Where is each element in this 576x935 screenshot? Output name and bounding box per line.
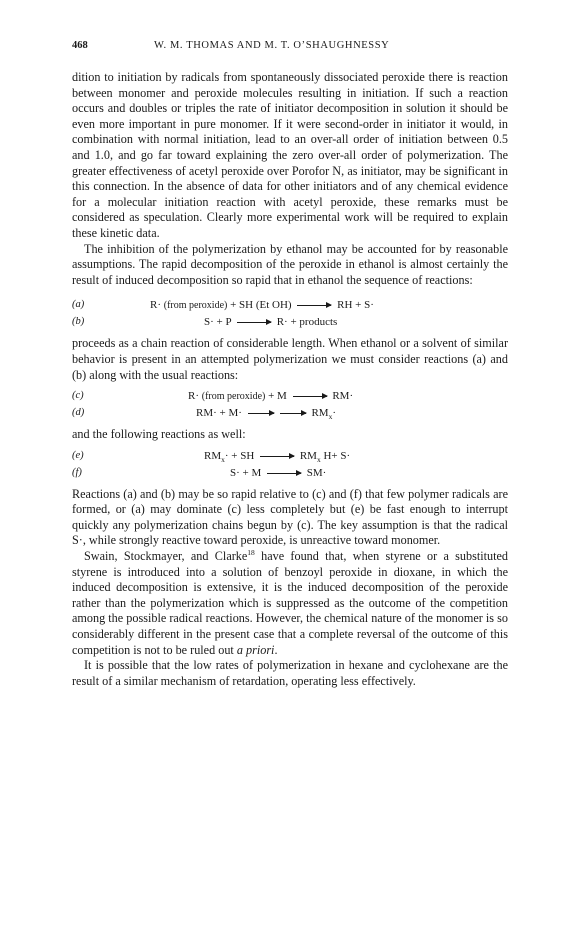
reaction-equation: $RM\cdot + M\cdot RM_x\cdot$ xyxy=(196,407,336,422)
reaction-equation: R· (from peroxide) + M RM· xyxy=(188,390,354,403)
reaction-equation: $RM_x\cdot$ + SH $RM_x$ H+ S· xyxy=(204,449,351,464)
paragraph-2: The inhibition of the polymerization by ethanol may be accounted for by reasonable assumptions. The rapid decomposition of the peroxide in ethanol is almost certainly the result of induced decomposition so rapid that in ethanol the sequence of reactions: xyxy=(72,241,508,287)
reaction-label: (a) xyxy=(72,299,85,311)
arrow-icon xyxy=(280,413,306,414)
reaction-label: (b) xyxy=(72,316,85,328)
paragraph-3: proceeds as a chain reaction of considerable length. When ethanol or a solvent of similar behavior is present in an attempted polymerization we must consider reactions (a) and (b) along with the usual reactions: xyxy=(72,336,508,382)
running-title: W. M. THOMAS AND M. T. O’SHAUGHNESSY xyxy=(154,40,390,51)
arrow-icon xyxy=(237,322,271,323)
page-header xyxy=(72,40,508,62)
reaction-e xyxy=(72,448,508,465)
reaction-label: (c) xyxy=(72,390,84,402)
arrow-icon xyxy=(297,305,331,306)
paragraph-7: It is possible that the low rates of polymerization in hexane and cyclohexane are the result of a similar mechanism of retardation, operating less effectively. xyxy=(72,658,508,688)
arrow-icon xyxy=(293,396,327,397)
reaction-a xyxy=(72,297,508,314)
reaction-c xyxy=(72,388,508,405)
reaction-equation: S· + P R· + products xyxy=(204,316,338,329)
page-number: 468 xyxy=(72,40,88,51)
arrow-icon xyxy=(248,413,274,414)
arrow-icon xyxy=(260,456,294,457)
reaction-label: (e) xyxy=(72,449,84,461)
reaction-label: (f) xyxy=(72,466,82,478)
reaction-equation: S· + M SM· xyxy=(230,466,327,479)
paragraph-6: Swain, Stockmayer, and Clarke$^{18}$ have found that, when styrene or a substituted styrene is introduced into a solution of benzoyl peroxide in dioxane, in which the induced decomposition is extensive, it is the induced decomposition of the peroxide rather than the polymerization which is suppressed as the outcome of the competition among the possible radical reactions. However, the chemical nature of the monomer is so considerably different in the present case that a complete reversal of the outcome of this competition is not to be ruled out a priori. xyxy=(72,548,508,657)
arrow-icon xyxy=(267,473,301,474)
reaction-f xyxy=(72,465,508,482)
reaction-equation: R· (from peroxide) + SH (Et OH) RH + S· xyxy=(150,299,374,312)
reaction-label: (d) xyxy=(72,407,85,419)
citation-ref: 18 xyxy=(247,548,255,557)
paragraph-1: dition to initiation by radicals from spontaneously dissociated peroxide there is reaction between monomer and peroxide molecules resulting in initiation. If such a reaction occurs and doubles or triples the rate of initiator decomposition in solution it should be even more important in pure monomer. If it were second-order in initiator it would, in combination with normal initiation, lead to an over-all order of initiation between 0.5 and 1.0, and go far toward explaining the zero over-all order of polymerization. The greater effectiveness of acetyl peroxide over Porofor N, as initiator, may be significant in this connection. In the absence of data for other initiators and of any chemical evidence for a molecular initiation reaction with acetyl peroxide, these remarks must be considered as speculation. Clearly more experimental work will be required to explain these kinetic data. xyxy=(72,70,508,240)
reaction-d xyxy=(72,405,508,422)
paragraph-5: Reactions (a) and (b) may be so rapid relative to (c) and (f) that few polymer radicals are formed, or (a) may dominate (c) less completely but (e) be fast enough to interrupt quickly any polymerization chains begun by (c). The key assumption is that the radical S·, while strongly reactive toward peroxide, is unreactive toward monomer. xyxy=(72,486,508,548)
page xyxy=(72,40,508,689)
paragraph-4: and the following reactions as well: xyxy=(72,427,246,442)
reaction-b xyxy=(72,314,508,331)
